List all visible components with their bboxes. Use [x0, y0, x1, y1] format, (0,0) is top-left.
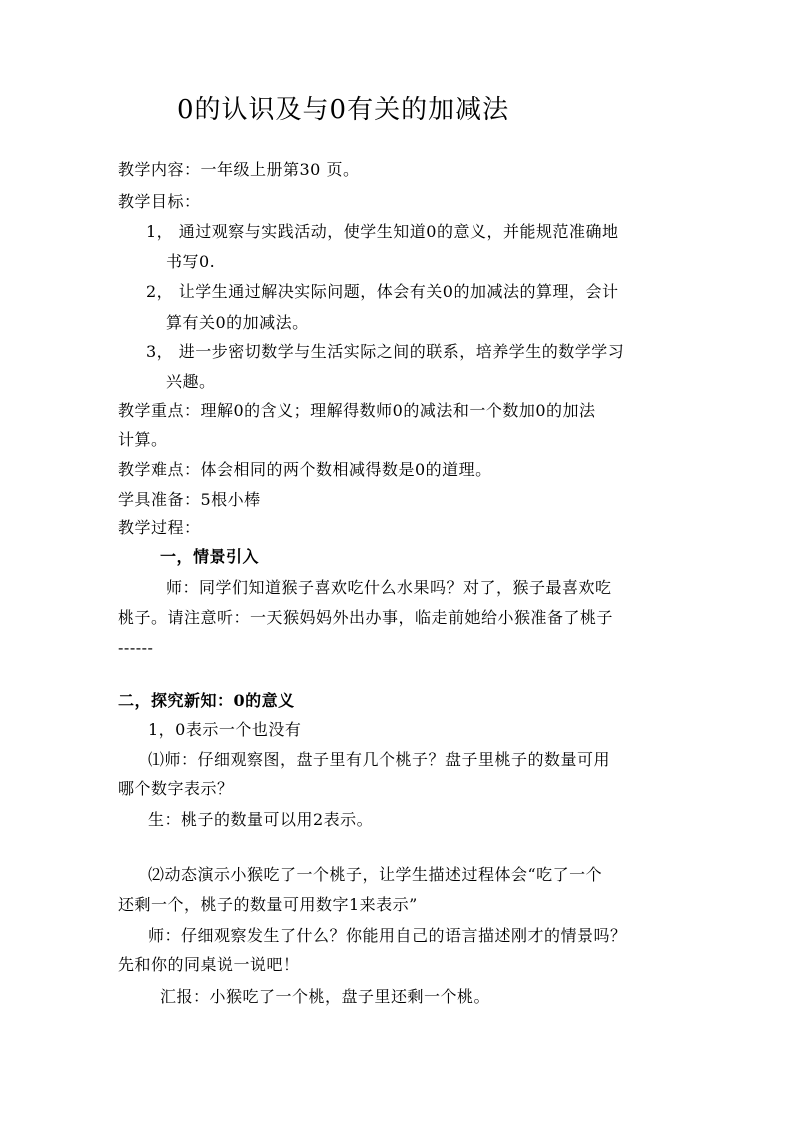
text-line-report: 汇报：小猴吃了一个桃，盘子里还剩一个桃。	[160, 987, 491, 1006]
text-line-intro-1: 师：同学们知道猴子喜欢吃什么水果吗？对了，猴子最喜欢吃	[166, 578, 612, 597]
text-line-step-1-cont: 哪个数字表示？	[118, 779, 234, 798]
text-line-zero-meaning: 1，0表示一个也没有	[148, 720, 302, 739]
text-line-teacher-question-cont: 先和你的同桌说一说吧！	[118, 955, 300, 974]
text-line-intro-3: ------	[118, 638, 154, 657]
text-line-key-points: 教学重点：理解0的含义；理解得数师0的减法和一个数加0的加法	[118, 401, 596, 420]
text-line-objectives-heading: 教学目标：	[118, 192, 201, 211]
text-line-objective-3-cont: 兴趣。	[166, 372, 216, 391]
text-line-key-points-cont: 计算。	[118, 430, 168, 449]
text-line-difficulty: 教学难点：体会相同的两个数相减得数是0的道理。	[118, 460, 492, 479]
document-title: 0的认识及与0有关的加减法	[177, 95, 510, 125]
text-line-objective-1-cont: 书写0.	[166, 252, 216, 271]
text-line-intro-2: 桃子。请注意听：一天猴妈妈外出办事，临走前她给小猴准备了桃子	[118, 608, 614, 627]
text-line-materials: 学具准备：5根小棒	[118, 490, 261, 509]
text-line-objective-3: 3， 进一步密切数学与生活实际之间的联系，培养学生的数学学习	[146, 342, 625, 361]
text-line-process-heading: 教学过程：	[118, 518, 201, 537]
text-line-student-answer: 生：桃子的数量可以用2表示。	[148, 810, 374, 829]
section-heading-intro: 一，情景引入	[160, 547, 260, 566]
text-line-step-2: ⑵动态演示小猴吃了一个桃子，让学生描述过程体会“吃了一个	[148, 865, 603, 884]
text-line-teacher-question: 师：仔细观察发生了什么？你能用自己的语言描述刚才的情景吗？	[148, 926, 627, 945]
text-line-content: 教学内容：一年级上册第30 页。	[118, 160, 360, 179]
text-line-objective-1: 1， 通过观察与实践活动，使学生知道0的意义，并能规范准确地	[146, 222, 619, 241]
text-line-step-2-cont: 还剩一个，桃子的数量可用数字1来表示”	[118, 895, 418, 914]
text-line-step-1: ⑴师：仔细观察图，盘子里有几个桃子？盘子里桃子的数量可用	[148, 750, 611, 769]
text-line-objective-2-cont: 算有关0的加减法。	[166, 313, 309, 332]
text-line-objective-2: 2， 让学生通过解决实际问题，体会有关0的加减法的算理，会计	[146, 282, 619, 301]
section-heading-explore: 二，探究新知：0的意义	[118, 691, 295, 710]
